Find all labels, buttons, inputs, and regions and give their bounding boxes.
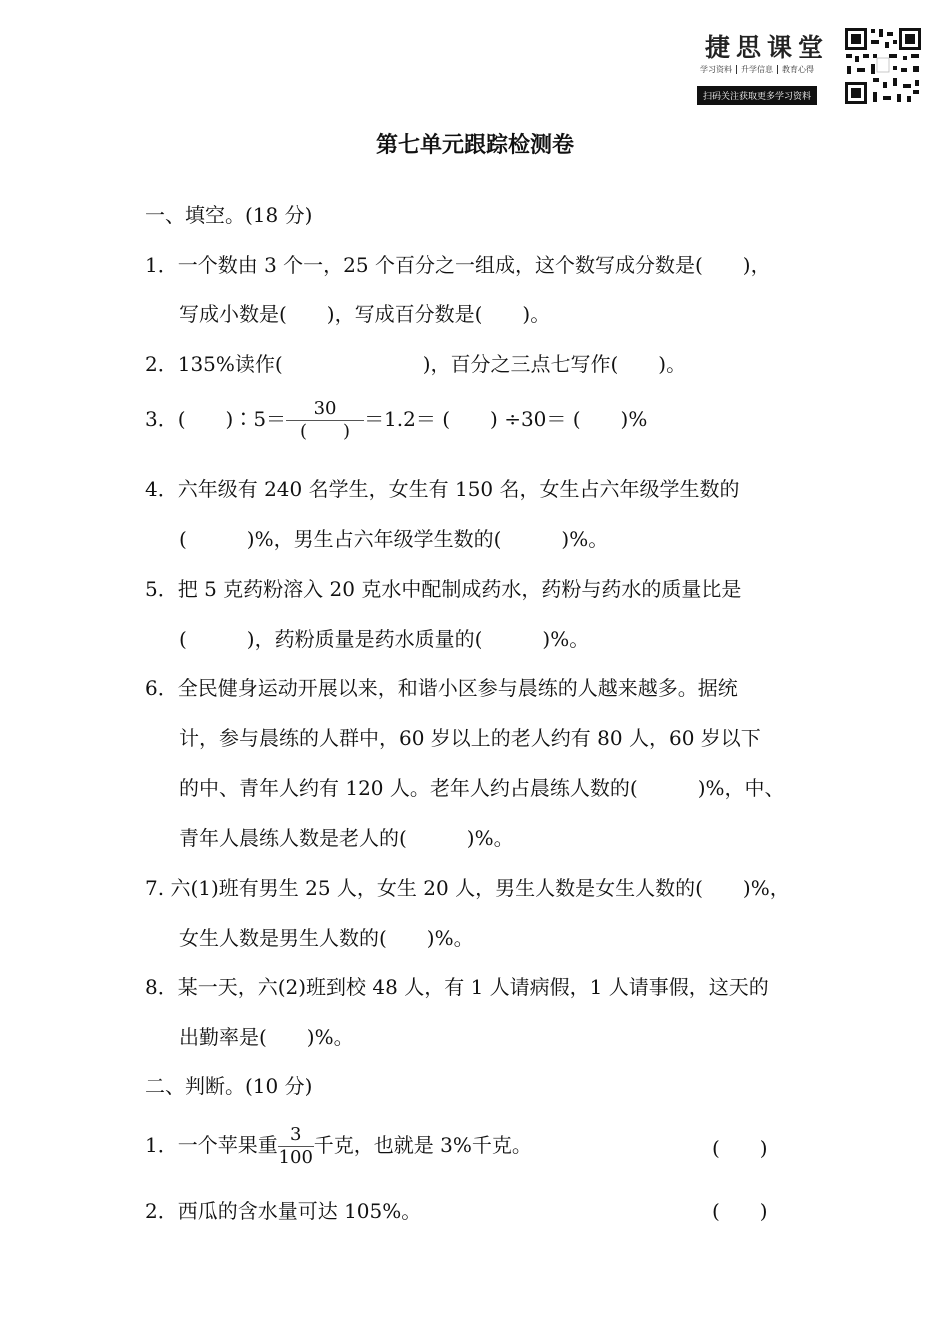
q3-suffix: ＝1.2＝ ( ) ÷30＝ ( )% [364,407,648,431]
q3-fraction-denominator: ( ) [286,420,364,443]
q7-line1: 7. 六(1)班有男生 25 人，女生 20 人，男生人数是女生人数的( )%， [145,876,790,900]
brand-tags [696,64,818,75]
q4-line1: 4．六年级有 240 名学生，女生有 150 名，女生占六年级学生数的 [145,477,740,501]
q8-line2: 出勤率是( )%。 [179,1025,354,1049]
q3-prefix: 3．( )∶5＝ [145,407,287,431]
judge-q1-fraction-numerator: 3 [290,1124,302,1145]
page-title: 第七单元跟踪检测卷 [375,133,574,158]
q8-line1: 8．某一天，六(2)班到校 48 人，有 1 人请病假，1 人请事假，这天的 [145,975,769,999]
scan-banner: 扫码关注获取更多学习资料 [697,86,817,105]
tag-admission-info: 升学信息 [737,65,778,74]
section2-heading: 二、判断。(10 分) [145,1074,313,1098]
judge-q2-text: 2．西瓜的含水量可达 105%。 [145,1199,422,1223]
q6-line2: 计，参与晨练的人群中，60 岁以上的老人约有 80 人，60 岁以下 [179,726,761,750]
qr-code-icon [843,26,923,106]
section1-heading: 一、填空。(18 分) [145,203,313,227]
q6-line4: 青年人晨练人数是老人的( )%。 [179,826,514,850]
judge-q1-suffix: 千克，也就是 3%千克。 [313,1133,532,1157]
q4-line2: ( )%，男生占六年级学生数的( )%。 [179,527,609,551]
q6-line1: 6．全民健身运动开展以来，和谐小区参与晨练的人越来越多。据统 [145,676,738,700]
q5-line2: ( )，药粉质量是药水质量的( )%。 [179,627,590,651]
judge-q1-fraction [278,1124,314,1169]
tag-study-materials: 学习资料 [696,65,737,74]
q3-line [145,398,647,443]
q5-line1: 5．把 5 克药粉溶入 20 克水中配制成药水，药粉与药水的质量比是 [145,577,742,601]
judge-q2-answer-mark: ( ) [712,1199,768,1223]
q3-fraction [286,398,364,443]
tag-education-notes: 教育心得 [782,65,814,74]
judge-q1-answer-mark: ( ) [712,1136,768,1160]
q1-line1: 1．一个数由 3 个一，25 个百分之一组成，这个数写成分数是( )， [145,253,771,277]
brand-logo-text: 捷思课堂 [705,33,830,62]
q1-line2: 写成小数是( )，写成百分数是( )。 [179,302,551,326]
judge-q1-fraction-denominator: 100 [278,1147,313,1168]
judge-q1-line [145,1124,532,1169]
q3-fraction-numerator: 30 [313,398,337,419]
judge-q1-prefix: 1．一个苹果重 [145,1133,278,1157]
q7-line2: 女生人数是男生人数的( )%。 [179,926,474,950]
q2-text: 2．135%读作( )，百分之三点七写作( )。 [145,352,687,376]
q6-line3: 的中、青年人约有 120 人。老年人约占晨练人数的( )%，中、 [179,776,785,800]
